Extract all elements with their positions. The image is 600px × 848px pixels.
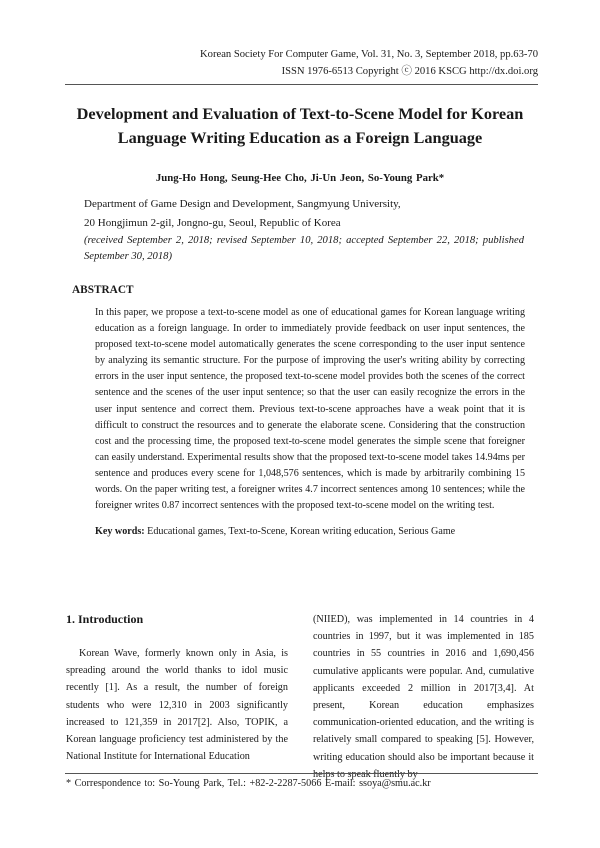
issn-copyright: ISSN 1976-6513 Copyright ⓒ 2016 KSCG http://dx.doi.org xyxy=(281,66,538,77)
header-divider xyxy=(65,84,538,85)
paper-title-line-2: Language Writing Education as a Foreign Language xyxy=(117,128,483,147)
keywords xyxy=(95,526,455,537)
publication-dates: (received September 2, 2018; revised September 10, 2018; accepted September 22, 2018; published September 30, 2018) xyxy=(84,235,524,262)
abstract-text: In this paper, we propose a text-to-scene model as one of educational games for Korean language writing education as a foreign language. In order to immediately provide feedback on user input sentences, the proposed text-to-scene model automatically generates the scene corresponding to the user input sentence by analyzing its semantic structure. For the purpose of improving the user's writing ability by correcting errors in the user input sentence, the proposed text-to-scene model provides both the scenes of the correct sentence and the scenes of the user input sentence; so that the user can easily recognize the errors in the user input sentence and correct them. Previous text-to-scene approaches have a weak point that it is difficult to construct the resources and to generate the elaborate scene. Considering that the construction cost and the processing time, the proposed text-to-scene model generates the simple scene that foreigner can easily understand. Experimental results show that the proposed text-to-scene model takes 14.94ms per sentence and produces every scene for 1,048,576 sentences, which is made by arbitrarily combining 15 words. On the paper writing test, a foreigner writes 4.7 incorrect sentences among 10 sentences; while the foreigner writes 0.87 incorrect sentences with the proposed text-to-scene model on the writing test. xyxy=(95,307,525,512)
correspondence-footnote: * Correspondence to: So-Young Park, Tel.: +82-2-2287-5066 E-mail: ssoya@smu.ac.kr xyxy=(66,778,431,789)
keywords-text: Educational games, Text-to-Scene, Korean writing education, Serious Game xyxy=(147,526,456,537)
affiliation-line-1: Department of Game Design and Development, Sangmyung University, xyxy=(84,198,401,210)
keywords-label: Key words: xyxy=(95,526,145,537)
section-heading-introduction: 1. Introduction xyxy=(66,612,144,626)
journal-citation: Korean Society For Computer Game, Vol. 31, No. 3, September 2018, pp.63-70 xyxy=(200,49,538,60)
abstract-heading: ABSTRACT xyxy=(72,284,134,296)
affiliation-line-2: 20 Hongjimun 2-gil, Jongno-gu, Seoul, Republic of Korea xyxy=(84,217,341,229)
paper-title-line-1: Development and Evaluation of Text-to-Scene Model for Korean xyxy=(76,104,524,123)
footnote-divider xyxy=(65,773,538,774)
introduction-left-column: Korean Wave, formerly known only in Asia, is spreading around the world thanks to idol music recently [1]. As a result, the number of foreign students who were 12,310 in 2003 significantly increased to 121,359 in 2017[2]. Also, TOPIK, a Korean language proficiency test administered by the National Institute for International Education xyxy=(66,648,288,763)
introduction-right-column: (NIIED), was implemented in 14 countries in 4 countries in 1997, but it was implemented in 185 countries in 55 countries in 2016 and 1,690,456 cumulative applicants were popular. And, cumulative applicants exceeded 2 million in 2017[3,4]. At present, Korean education emphasizes communication-oriented education, and the writing is relatively small compared to speaking [5]. However, writing education should also be important because it helps to speak fluently by xyxy=(313,614,534,780)
author-list: Jung-Ho Hong, Seung-Hee Cho, Ji-Un Jeon, So-Young Park* xyxy=(155,172,445,184)
